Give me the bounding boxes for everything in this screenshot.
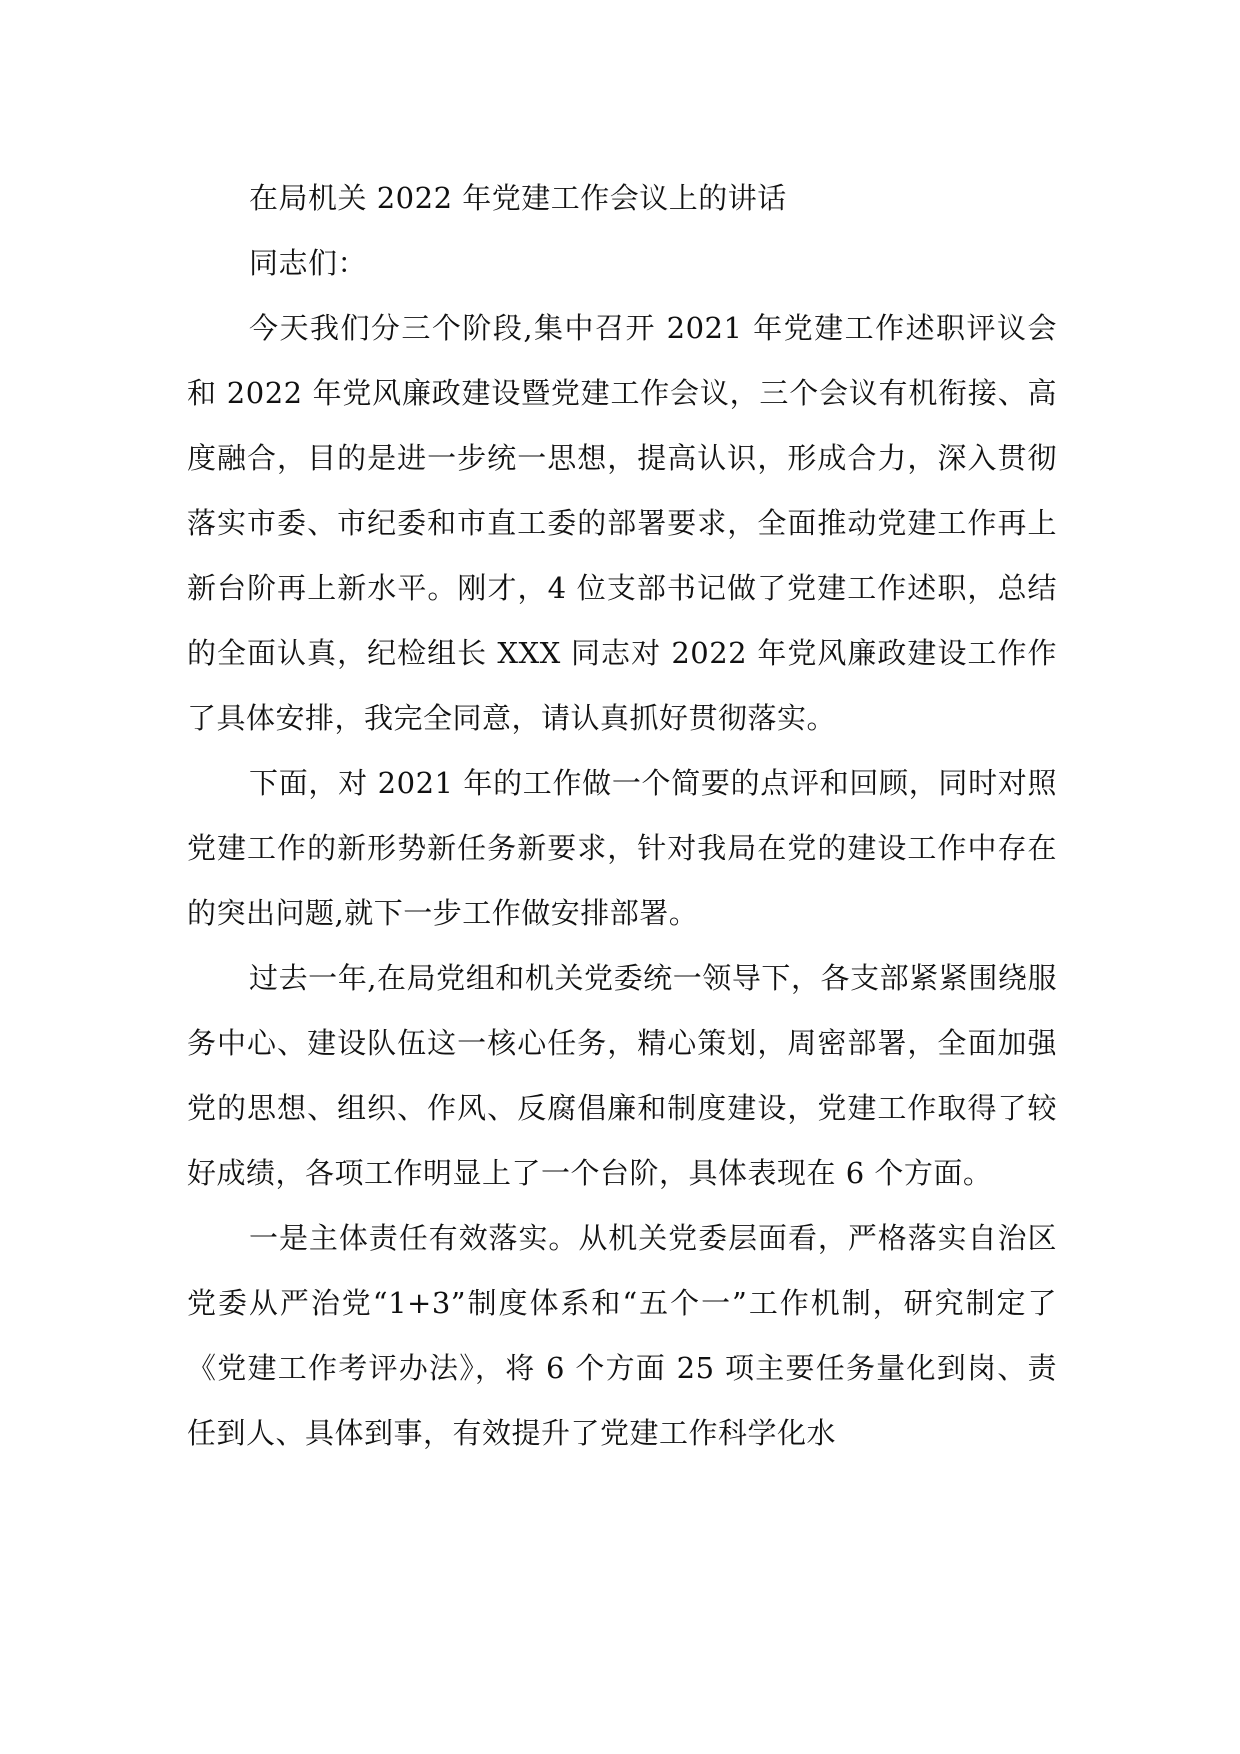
paragraph: 下面，对 2021 年的工作做一个简要的点评和回顾，同时对照党建工作的新形势新任务新要求，针对我局在党的建设工作中存在的突出问题,就下一步工作做安排部署。 (187, 766, 1057, 930)
paragraph: 今天我们分三个阶段,集中召开 2021 年党建工作述职评议会和 2022 年党风廉政建设暨党建工作会议，三个会议有机衔接、高度融合，目的是进一步统一思想，提高认识，形成合力，深入贯彻落实市委、市纪委和市直工委的部署要求，全面推动党建工作再上新台阶再上新水平。刚才，4 位支部书记做了党建工作述职，总结的全面认真，纪检组长 XXX 同志对 2022 年党风廉政建设工作作了具体安排，我完全同意，请认真抓好贯彻落实。 (187, 311, 1057, 735)
salutation: 同志们： (249, 246, 368, 280)
paragraph: 一是主体责任有效落实。从机关党委层面看，严格落实自治区党委从严治党“1+3”制度体系和“五个一”工作机制，研究制定了《党建工作考评办法》，将 6 个方面 25 项主要任务量化到岗、责任到人、具体到事，有效提升了党建工作科学化水 (187, 1221, 1057, 1450)
document-body (187, 166, 1057, 1466)
document-title: 在局机关 2022 年党建工作会议上的讲话 (249, 181, 787, 215)
paragraph: 过去一年,在局党组和机关党委统一领导下，各支部紧紧围绕服务中心、建设队伍这一核心任务，精心策划，周密部署，全面加强党的思想、组织、作风、反腐倡廉和制度建设，党建工作取得了较好成绩，各项工作明显上了一个台阶，具体表现在 6 个方面。 (187, 961, 1057, 1190)
